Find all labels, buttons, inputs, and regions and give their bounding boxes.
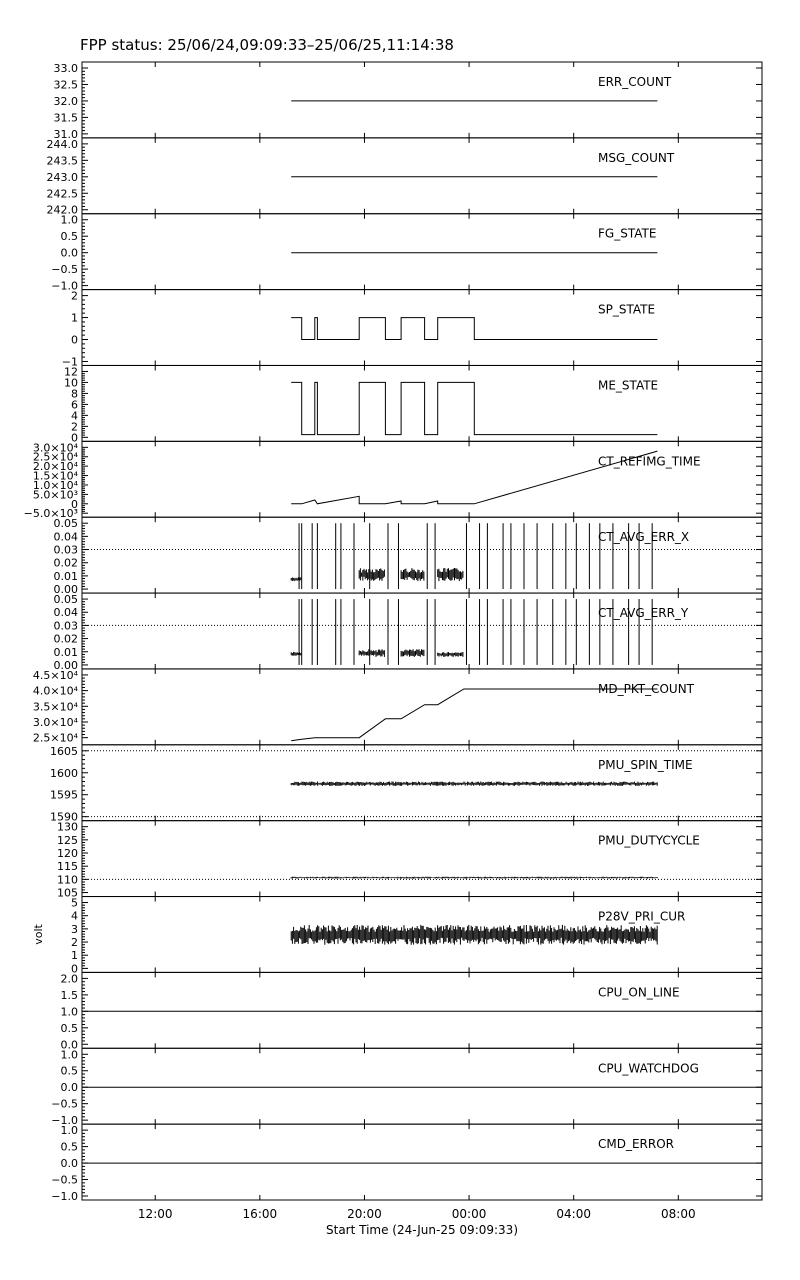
series-band-ct-avg-err-y bbox=[438, 652, 463, 657]
y-tick-label-me-state: 6 bbox=[71, 398, 78, 412]
y-tick-label-cpu-on-line: 1.0 bbox=[60, 1005, 78, 1019]
y-tick-label-ct-refimg-time: 3.0×10⁴ bbox=[32, 441, 78, 455]
y-tick-label-msg-count: 243.0 bbox=[46, 170, 78, 184]
y-tick-label-sp-state: 2 bbox=[71, 289, 78, 303]
panel-label-msg-count: MSG_COUNT bbox=[598, 150, 675, 165]
x-tick-label: 08:00 bbox=[661, 1207, 696, 1221]
panel-frame-cpu-on-line bbox=[82, 972, 762, 1048]
y-tick-label-cmd-error: 1.0 bbox=[60, 1124, 78, 1138]
series-line-md-pkt-count bbox=[291, 689, 657, 741]
y-tick-label-msg-count: 242.5 bbox=[46, 187, 78, 201]
x-tick-label: 12:00 bbox=[137, 1207, 173, 1221]
y-tick-label-ct-refimg-time: 2.0×10⁴ bbox=[32, 460, 78, 474]
x-tick-label: 04:00 bbox=[556, 1207, 591, 1221]
y-tick-label-cpu-watchdog: 1.0 bbox=[60, 1048, 78, 1062]
y-tick-label-sp-state: 0 bbox=[71, 333, 78, 347]
y-tick-label-cpu-watchdog: 0.5 bbox=[60, 1064, 78, 1078]
series-band-ct-avg-err-x bbox=[359, 568, 384, 581]
series-band-ct-avg-err-x bbox=[438, 568, 463, 581]
series-band-pmu-spin-time bbox=[291, 782, 657, 786]
y-tick-label-pmu-dutycycle: 115 bbox=[57, 860, 78, 874]
y-tick-label-cpu-watchdog: −0.5 bbox=[51, 1097, 78, 1111]
panel-frame-fg-state bbox=[82, 214, 762, 290]
y-tick-label-err-count: 32.0 bbox=[53, 94, 78, 108]
y-tick-label-cpu-on-line: 2.0 bbox=[60, 972, 78, 986]
y-tick-label-ct-avg-err-x: 0.01 bbox=[53, 569, 78, 583]
y-tick-label-sp-state: 1 bbox=[71, 311, 78, 325]
y-tick-label-ct-avg-err-y: 0.05 bbox=[53, 593, 78, 607]
y-tick-label-err-count: 33.0 bbox=[53, 62, 78, 75]
y-tick-label-cpu-on-line: 1.5 bbox=[60, 988, 78, 1002]
panel-frame-ct-refimg-time bbox=[82, 441, 762, 517]
y-tick-label-cpu-watchdog: 0.0 bbox=[60, 1081, 78, 1095]
y-tick-label-ct-avg-err-x: 0.04 bbox=[53, 530, 78, 544]
panel-frame-err-count bbox=[82, 62, 762, 138]
y-tick-label-err-count: 32.5 bbox=[53, 78, 78, 92]
y-tick-label-p28v-pri-cur: 0 bbox=[71, 962, 78, 976]
y-tick-label-pmu-dutycycle: 110 bbox=[57, 873, 78, 887]
series-line-sp-state bbox=[291, 318, 657, 340]
y-tick-label-msg-count: 244.0 bbox=[46, 137, 78, 151]
y-tick-label-ct-avg-err-x: 0.02 bbox=[53, 556, 78, 570]
y-tick-label-ct-refimg-time: 5.0×10³ bbox=[32, 488, 78, 502]
y-tick-label-p28v-pri-cur: 1 bbox=[71, 949, 78, 963]
y-tick-label-pmu-dutycycle: 120 bbox=[57, 847, 78, 861]
series-band-p28v-pri-cur bbox=[291, 925, 657, 945]
panel-label-ct-refimg-time: CT_REFIMG_TIME bbox=[598, 454, 701, 469]
y-tick-label-pmu-spin-time: 1590 bbox=[50, 810, 78, 824]
panel-label-pmu-dutycycle: PMU_DUTYCYCLE bbox=[598, 833, 700, 848]
y-tick-label-err-count: 31.0 bbox=[53, 127, 78, 141]
panel-frame-sp-state bbox=[82, 290, 762, 366]
y-tick-label-ct-refimg-time: 0 bbox=[71, 497, 78, 511]
panel-label-me-state: ME_STATE bbox=[598, 378, 659, 393]
y-tick-label-me-state: 0 bbox=[71, 431, 78, 445]
y-tick-label-fg-state: 0.0 bbox=[60, 246, 78, 260]
y-tick-label-pmu-spin-time: 1600 bbox=[50, 766, 78, 780]
y-tick-label-ct-refimg-time: 2.5×10⁴ bbox=[32, 450, 78, 464]
y-tick-label-p28v-pri-cur: 5 bbox=[71, 896, 78, 910]
panel-frame-ct-avg-err-y bbox=[82, 593, 762, 669]
y-tick-label-pmu-dutycycle: 130 bbox=[57, 820, 78, 834]
y-tick-label-md-pkt-count: 3.0×10⁴ bbox=[32, 715, 78, 729]
y-tick-label-msg-count: 243.5 bbox=[46, 154, 78, 168]
y-tick-label-pmu-dutycycle: 105 bbox=[57, 886, 78, 900]
y-tick-label-cpu-on-line: 0.0 bbox=[60, 1038, 78, 1052]
y-tick-label-md-pkt-count: 4.0×10⁴ bbox=[32, 684, 78, 698]
x-tick-label: 20:00 bbox=[347, 1207, 382, 1221]
panel-frame-me-state bbox=[82, 365, 762, 441]
y-tick-label-pmu-dutycycle: 125 bbox=[57, 833, 78, 847]
y-tick-label-cpu-watchdog: −1.0 bbox=[51, 1114, 78, 1128]
y-tick-label-ct-avg-err-y: 0.00 bbox=[53, 658, 78, 672]
panel-label-ct-avg-err-x: CT_AVG_ERR_X bbox=[598, 530, 690, 545]
y-tick-label-ct-avg-err-y: 0.02 bbox=[53, 632, 78, 646]
panel-frame-ct-avg-err-x bbox=[82, 517, 762, 593]
panel-frame-md-pkt-count bbox=[82, 669, 762, 745]
y-tick-label-p28v-pri-cur: 2 bbox=[71, 936, 78, 950]
series-band-ct-avg-err-y bbox=[401, 649, 424, 657]
panel-label-cmd-error: CMD_ERROR bbox=[598, 1137, 675, 1152]
panel-label-cpu-watchdog: CPU_WATCHDOG bbox=[598, 1061, 699, 1076]
x-tick-label: 16:00 bbox=[242, 1207, 278, 1221]
y-tick-label-p28v-pri-cur: 4 bbox=[71, 909, 78, 923]
y-tick-label-pmu-spin-time: 1605 bbox=[50, 744, 78, 758]
y-axis-label-p28v-pri-cur: volt bbox=[32, 924, 45, 945]
y-tick-label-fg-state: −1.0 bbox=[51, 279, 78, 293]
panel-label-pmu-spin-time: PMU_SPIN_TIME bbox=[598, 757, 693, 772]
y-tick-label-md-pkt-count: 3.5×10⁴ bbox=[32, 700, 78, 714]
y-tick-label-ct-refimg-time: 1.0×10⁴ bbox=[32, 478, 78, 492]
panel-label-fg-state: FG_STATE bbox=[598, 226, 657, 241]
y-tick-label-ct-avg-err-x: 0.05 bbox=[53, 517, 78, 531]
series-band-ct-avg-err-x bbox=[401, 568, 424, 581]
x-axis-label: Start Time (24-Jun-25 09:09:33) bbox=[326, 1223, 518, 1237]
y-tick-label-md-pkt-count: 4.5×10⁴ bbox=[32, 668, 78, 682]
y-tick-label-me-state: 12 bbox=[64, 365, 78, 379]
y-tick-label-cpu-on-line: 0.5 bbox=[60, 1021, 78, 1035]
series-band-pmu-dutycycle bbox=[291, 877, 657, 879]
panel-label-p28v-pri-cur: P28V_PRI_CUR bbox=[598, 909, 686, 924]
y-tick-label-ct-avg-err-x: 0.03 bbox=[53, 543, 78, 557]
y-tick-label-me-state: 2 bbox=[71, 420, 78, 434]
panel-label-md-pkt-count: MD_PKT_COUNT bbox=[598, 681, 695, 696]
panel-frame-cmd-error bbox=[82, 1124, 762, 1200]
y-tick-label-me-state: 4 bbox=[71, 409, 78, 423]
y-tick-label-p28v-pri-cur: 3 bbox=[71, 922, 78, 936]
chart-title: FPP status: 25/06/24,09:09:33–25/06/25,11:14:38 bbox=[80, 36, 454, 54]
panel-label-cpu-on-line: CPU_ON_LINE bbox=[598, 985, 680, 1000]
panel-label-ct-avg-err-y: CT_AVG_ERR_Y bbox=[598, 606, 689, 621]
y-tick-label-ct-avg-err-y: 0.03 bbox=[53, 619, 78, 633]
y-tick-label-fg-state: 0.5 bbox=[60, 230, 78, 244]
panel-label-err-count: ERR_COUNT bbox=[598, 75, 672, 89]
y-tick-label-cmd-error: −0.5 bbox=[51, 1173, 78, 1187]
panel-label-sp-state: SP_STATE bbox=[598, 302, 656, 317]
y-tick-label-ct-avg-err-y: 0.04 bbox=[53, 606, 78, 620]
y-tick-label-fg-state: 1.0 bbox=[60, 213, 78, 227]
y-tick-label-pmu-spin-time: 1595 bbox=[50, 788, 78, 802]
y-tick-label-fg-state: −0.5 bbox=[51, 263, 78, 277]
panel-frame-msg-count bbox=[82, 138, 762, 214]
panel-frame-pmu-dutycycle bbox=[82, 821, 762, 897]
y-tick-label-ct-refimg-time: 1.5×10⁴ bbox=[32, 469, 78, 483]
y-tick-label-ct-refimg-time: −5.0×10³ bbox=[23, 507, 78, 521]
y-tick-label-me-state: 10 bbox=[64, 376, 78, 390]
y-tick-label-sp-state: −1 bbox=[61, 355, 78, 369]
y-tick-label-err-count: 31.5 bbox=[53, 111, 78, 125]
y-tick-label-me-state: 8 bbox=[71, 387, 78, 401]
y-tick-label-md-pkt-count: 2.5×10⁴ bbox=[32, 731, 78, 745]
y-tick-label-cmd-error: 0.0 bbox=[60, 1157, 78, 1171]
y-tick-label-cmd-error: 0.5 bbox=[60, 1140, 78, 1154]
y-tick-label-ct-avg-err-x: 0.00 bbox=[53, 583, 78, 597]
panel-frame-cpu-watchdog bbox=[82, 1048, 762, 1124]
x-tick-label: 00:00 bbox=[451, 1207, 487, 1221]
y-tick-label-msg-count: 242.0 bbox=[46, 203, 78, 217]
y-tick-label-cmd-error: −1.0 bbox=[51, 1190, 78, 1203]
y-tick-label-ct-avg-err-y: 0.01 bbox=[53, 645, 78, 659]
series-band-ct-avg-err-y bbox=[359, 649, 384, 657]
